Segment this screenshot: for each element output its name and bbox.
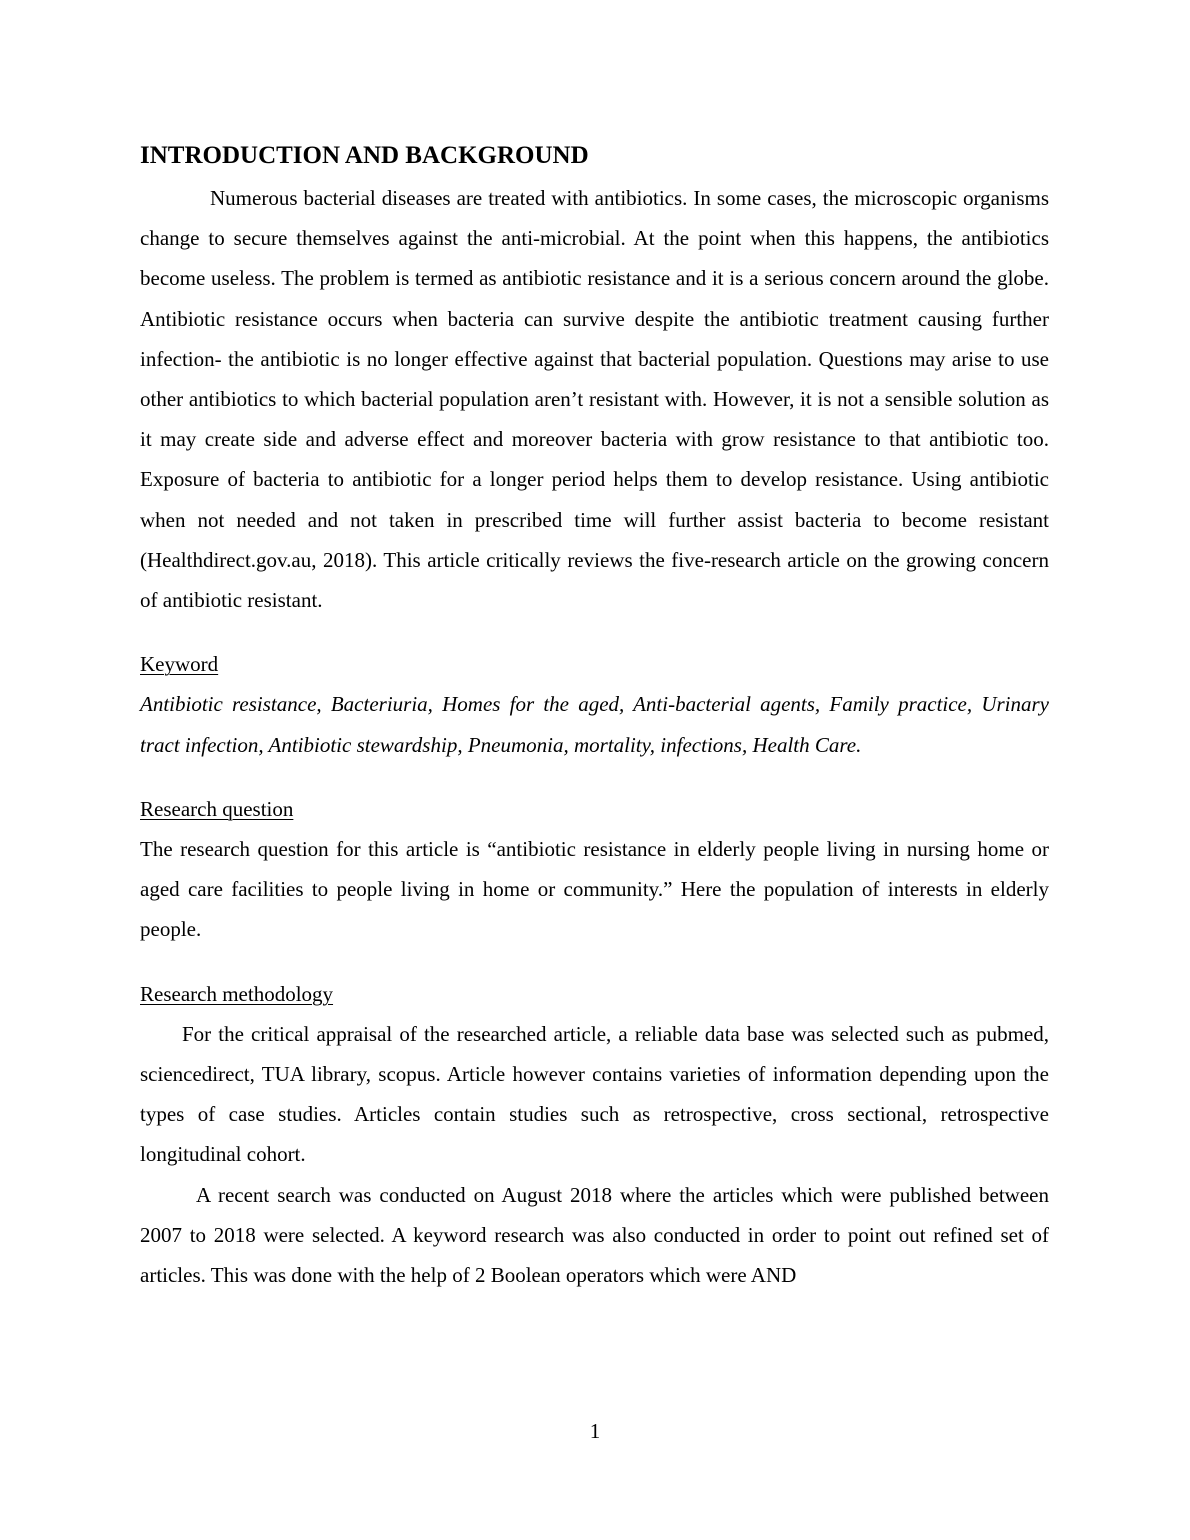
research-question-paragraph: The research question for this article is “antibiotic resistance in elderly people living in nursing home or aged care facilities to people living in home or community.” Here the population of interests in elderly people. <box>140 837 1049 942</box>
keywords-list: Antibiotic resistance, Bacteriuria, Homes for the aged, Anti-bacterial agents, Family practice, Urinary tract infection, Antibiotic stewardship, Pneumonia, mortality, infections, Health Care. <box>140 692 1049 757</box>
keyword-heading: Keyword <box>140 652 219 677</box>
research-question-heading: Research question <box>140 796 294 821</box>
page-number: 1 <box>589 1419 601 1443</box>
methodology-paragraph-2: A recent search was conducted on August 2018 where the articles which were published between 2007 to 2018 were selected. A keyword research was also conducted in order to point out refined set of articles. This was done with the help of 2 Boolean operators which were AND <box>140 1182 1049 1288</box>
methodology-heading: Research methodology <box>140 981 334 1006</box>
intro-paragraph: Numerous bacterial diseases are treated with antibiotics. In some cases, the microscopic organisms change to secure themselves against the anti-microbial. At the point when this happens, the antibiotics become useless. The problem is termed as antibiotic resistance and it is a serious concern around the globe. Antibiotic resistance occurs when bacteria can survive despite the antibiotic treatment causing further infection- the antibiotic is no longer effective against that bacterial population. Questions may arise to use other antibiotics to which bacterial population aren’t resistant with. However, it is not a sensible solution as it may create side and adverse effect and moreover bacteria with grow resistance to that antibiotic too. Exposure of bacteria to antibiotic for a longer period helps them to develop resistance. Using antibiotic when not needed and not taken in prescribed time will further assist bacteria to become resistant (Healthdirect.gov.au, 2018). This article critically reviews the five-research article on the growing concern of antibiotic resistant. <box>140 186 1049 613</box>
methodology-paragraph-1: For the critical appraisal of the researched article, a reliable data base was selected such as pubmed, sciencedirect, TUA library, scopus. Article however contains varieties of information depending upon the types of case studies. Articles contain studies such as retrospective, cross sectional, retrospective longitudinal cohort. <box>140 1021 1049 1167</box>
document-body <box>140 138 1049 1295</box>
section-heading-introduction: INTRODUCTION AND BACKGROUND <box>140 142 589 169</box>
